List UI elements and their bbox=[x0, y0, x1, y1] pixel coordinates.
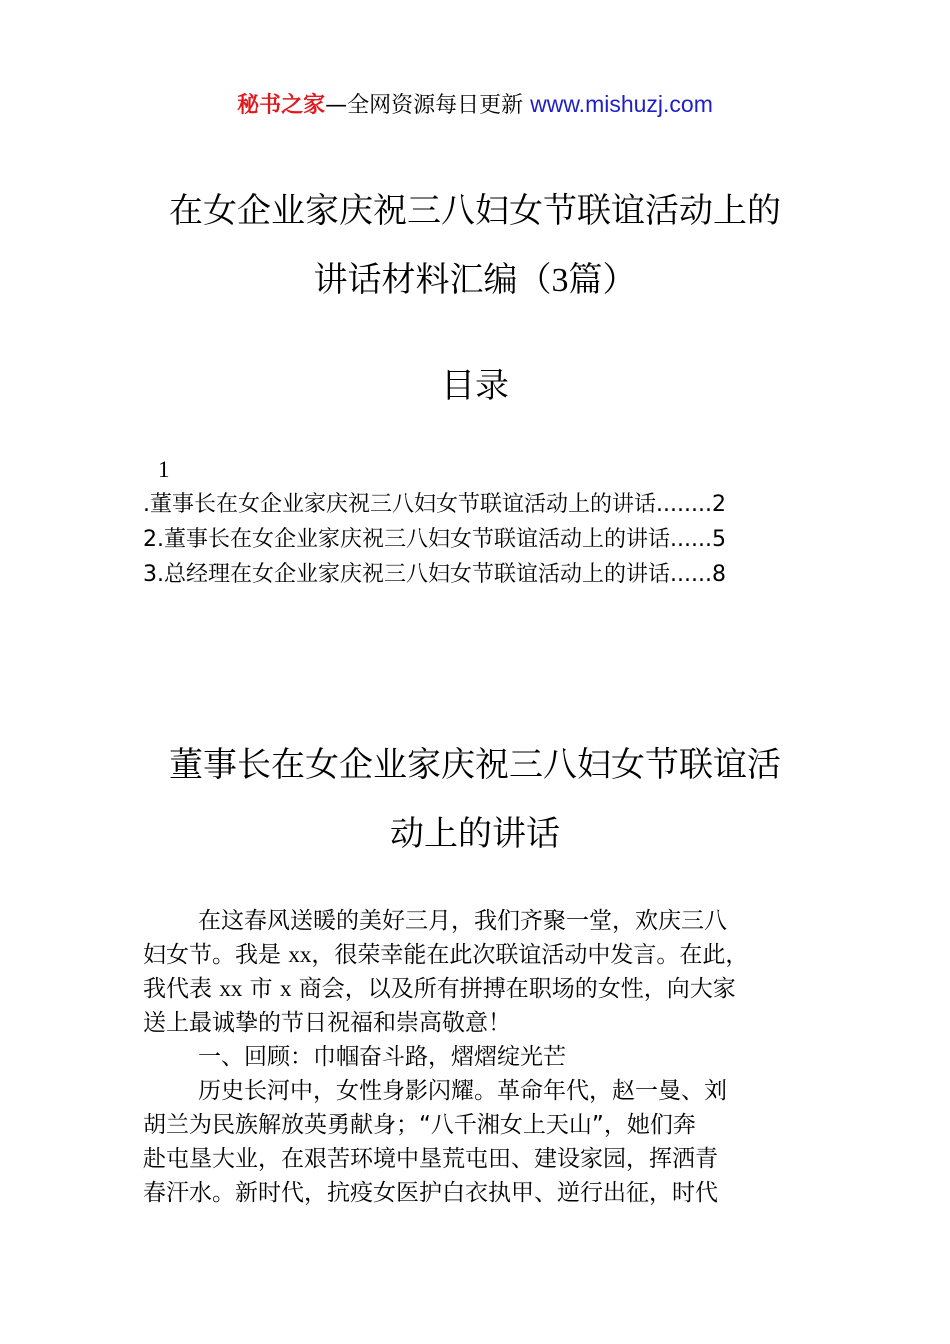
toc-item-1[interactable]: .董事长在女企业家庆祝三八妇女节联谊活动上的讲话........2 bbox=[143, 492, 726, 517]
p1-l3-a: 我代表 bbox=[143, 976, 220, 1002]
p1-l2-a: 妇女节。我是 bbox=[143, 942, 289, 968]
section-title-line2: 动上的讲话 bbox=[390, 814, 560, 854]
toc-item1-num: 1 bbox=[158, 457, 170, 482]
p2-line2: 胡兰为民族解放英勇献身；“八千湘女上天山”，她们奔 bbox=[143, 1112, 696, 1138]
heading-1 bbox=[143, 1040, 813, 1074]
brand-name: 秘书之家 bbox=[237, 93, 326, 118]
p1-l2-b: xx bbox=[288, 942, 312, 967]
title-count: 3 bbox=[551, 262, 569, 299]
title-text-a: 讲话材料汇编（ bbox=[313, 260, 552, 300]
section-title-line1: 董事长在女企业家庆祝三八妇女节联谊活 bbox=[169, 745, 781, 785]
p1-l3-b: xx bbox=[219, 976, 243, 1001]
p2-line1: 历史长河中，女性身影闪耀。革命年代，赵一曼、刘 bbox=[198, 1078, 727, 1104]
toc-heading: 目录 bbox=[441, 366, 509, 406]
paragraph-1 bbox=[143, 904, 813, 1040]
toc-item-2[interactable]: 2.董事长在女企业家庆祝三八妇女节联谊活动上的讲话......5 bbox=[143, 527, 726, 552]
p2-line4: 春汗水。新时代，抗疫女医护白衣执甲、逆行出征，时代 bbox=[143, 1180, 718, 1206]
p1-l3-e: 商会，以及所有拼搏在职场的女性，向大家 bbox=[291, 976, 736, 1002]
p1-line2 bbox=[143, 938, 813, 972]
p2-line3: 赴屯垦大业，在艰苦环境中垦荒屯田、建设家园，挥洒青 bbox=[143, 1146, 718, 1172]
p1-line4: 送上最诚挚的节日祝福和崇高敬意！ bbox=[143, 1010, 511, 1036]
p1-l2-c: ，很荣幸能在此次联谊活动中发言。在此， bbox=[311, 942, 749, 968]
section-heading-1: 一、回顾：巾帼奋斗路，熠熠绽光芒 bbox=[198, 1044, 566, 1070]
site-link[interactable]: www.mishuzj.com bbox=[530, 91, 713, 117]
title-text-b: 篇） bbox=[568, 260, 637, 300]
p1-l3-c: 市 bbox=[242, 976, 280, 1002]
p1-line1: 在这春风送暖的美好三月，我们齐聚一堂，欢庆三八 bbox=[198, 908, 727, 934]
document-title-line1: 在女企业家庆祝三八妇女节联谊活动上的 bbox=[169, 191, 781, 231]
paragraph-2 bbox=[143, 1074, 813, 1210]
document-title-line2 bbox=[0, 258, 950, 303]
header-slogan: —全网资源每日更新 bbox=[325, 93, 531, 118]
p1-l3-d: x bbox=[279, 976, 292, 1001]
toc-item1-number bbox=[158, 452, 198, 489]
toc-item-3[interactable]: 3.总经理在女企业家庆祝三八妇女节联谊活动上的讲话......8 bbox=[143, 562, 726, 587]
site-header bbox=[0, 88, 950, 122]
p1-line3 bbox=[143, 972, 813, 1006]
